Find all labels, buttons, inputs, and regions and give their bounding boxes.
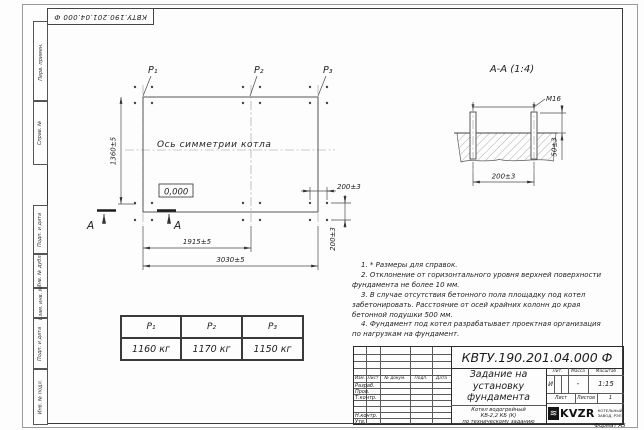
tb-grid-line <box>354 354 451 355</box>
drawing-title-line2: установку <box>472 380 525 392</box>
drawing-title-line1: Задание на <box>469 369 528 381</box>
plan-centerlines <box>125 85 335 225</box>
tb-grid-line <box>561 375 562 393</box>
tb-col-dokum: № докум. <box>384 376 406 381</box>
dim-thread: M16 <box>546 95 561 103</box>
load-table <box>120 315 304 361</box>
tb-lit-value: И <box>548 380 553 388</box>
drawing-subtitle-line2: КВ-2,2 КБ (К) <box>480 413 517 419</box>
drawing-subtitle-line1: Котел водогрейный <box>471 407 526 413</box>
section-view <box>454 104 558 173</box>
kvzr-logo-icon: ≋ <box>549 408 558 419</box>
top-doc-number-text: КВТУ.190.201.04.000 Ф <box>54 12 147 21</box>
tb-scale-value: 1:15 <box>598 380 614 388</box>
margin-cell-perv-primen: Перв. примен. <box>33 21 48 102</box>
load-table-header-p3: P₃ <box>242 316 303 338</box>
tb-grid-line <box>354 361 451 362</box>
drawing-title <box>451 368 546 405</box>
tb-grid-line <box>354 368 451 369</box>
section-letter-right: А <box>174 220 182 232</box>
kvzr-logo-text: KVZR <box>560 407 595 420</box>
drawing-subtitle-line3: по техническому заданию <box>462 419 535 425</box>
dim-span-mid: 1915±5 <box>182 238 212 246</box>
dim-protrusion: 50±3 <box>550 137 559 157</box>
drawing-texts <box>86 64 561 264</box>
tb-row-utv: Утв. <box>355 418 366 425</box>
margin-cell-vzam-inv: Взам. инв. № <box>33 287 48 319</box>
margin-cell-sprav-no: Справ. № <box>33 100 48 165</box>
tb-col-izm: Изм. <box>354 376 366 381</box>
notes-block <box>352 261 606 340</box>
symmetry-axis-label: Ось симметрии котла <box>157 140 272 150</box>
logo-caption-line1: КОТЕЛЬНЫЙ <box>597 408 623 414</box>
title-block <box>353 346 624 425</box>
section-title: А-А (1:4) <box>489 64 535 75</box>
anchor-bolt-points <box>134 86 328 221</box>
load-label-p1: P₁ <box>148 65 158 76</box>
tb-col-podp: Подп. <box>414 376 428 381</box>
section-view-arrows <box>104 214 169 223</box>
format-label: Формат А3 <box>594 423 626 429</box>
anchor-bolt-left <box>470 112 476 159</box>
margin-cell-podp-data-1: Подп. и дата <box>33 205 48 255</box>
title-block-right-columns <box>546 368 624 424</box>
dim-bolt-spacing-v: 200±3 <box>329 227 337 251</box>
note-2: 2. Отклонение от горизонтального уровня верхней поверхности фундамента не более 10 мм. <box>352 270 602 289</box>
manufacturer-logo <box>548 404 623 423</box>
tb-col-data: Дата <box>435 376 448 381</box>
tb-row-tkontr: Т.контр. <box>355 394 377 401</box>
margin-cell-inv-podl: Инв. № подл. <box>33 368 48 425</box>
logo-caption <box>598 409 623 418</box>
margin-cell-podp-data-2: Подп. и дата <box>33 317 48 370</box>
tb-mass-header: Масса <box>571 369 585 374</box>
tb-lit-header: Лит. <box>552 369 563 374</box>
drawing-subtitle <box>451 405 546 424</box>
load-label-p2: P₂ <box>254 65 264 76</box>
tb-grid-line <box>354 406 451 407</box>
level-mark: 0,000 <box>164 187 189 198</box>
note-3: 3. В случае отсутствия бетонного пола площадку под котел забетонировать. Расстояние от осей крайних колонн до края бетонной подушки 500 мм. <box>352 290 586 319</box>
note-1: 1. * Размеры для справок. <box>361 261 458 269</box>
margin-cell-inv-dubl: Инв. № дубл. <box>33 253 48 289</box>
tb-sheets-label: Листов <box>577 395 595 401</box>
tb-sheet-label: Лист <box>554 395 568 401</box>
load-table-value-p1: 1160 кг <box>121 338 181 360</box>
section-letter-left: А <box>87 220 95 232</box>
dim-section-bolt-spacing: 200±3 <box>491 172 516 181</box>
dim-span-full: 3030±5 <box>216 256 245 264</box>
load-table-value-p3: 1150 кг <box>242 338 303 360</box>
dim-bolt-spacing-h: 200±3 <box>337 183 361 191</box>
load-table-header-p1: P₁ <box>121 316 181 338</box>
load-table-header-p2: P₂ <box>181 316 242 338</box>
top-doc-number-stamp <box>47 8 154 25</box>
anchor-bolt-right <box>531 112 537 159</box>
tb-mass-value: - <box>576 380 580 388</box>
load-table-value-p2: 1170 кг <box>181 338 242 360</box>
load-label-p3: P₃ <box>323 65 333 76</box>
tb-row-razrab: Разраб. <box>355 382 375 389</box>
tb-row-nkontr: Н.контр. <box>355 412 378 419</box>
tb-sheets-value: 1 <box>608 395 613 401</box>
note-4: 4. Фундамент под котел разрабатывает проектная организация по нагрузкам на фундамент. <box>352 320 601 339</box>
tb-scale-header: Масштаб <box>595 369 617 374</box>
dim-height: 1360±5 <box>109 136 118 166</box>
drawing-title-line3: фундамента <box>467 392 530 404</box>
tb-row-prov: Пров. <box>355 388 370 395</box>
tb-col-list: Лист <box>367 376 379 381</box>
tb-grid-line <box>554 375 555 393</box>
title-block-doc-number: КВТУ.190.201.04.000 Ф <box>451 347 623 369</box>
logo-caption-line2: ЗАВОД, РЭП <box>597 412 622 418</box>
